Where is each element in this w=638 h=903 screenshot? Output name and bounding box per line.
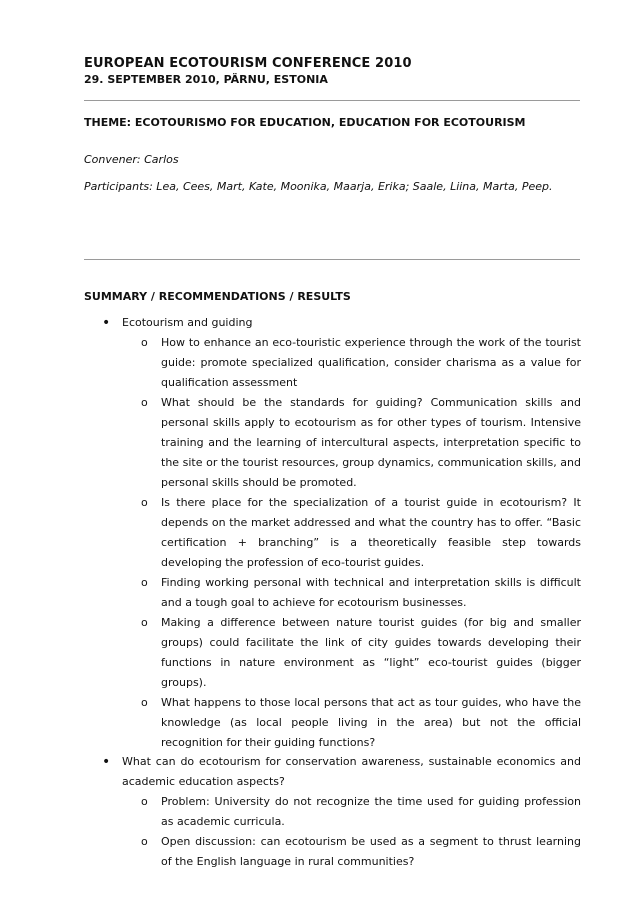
section-title: What can do ecotourism for conservation awareness, sustainable economics and academic education aspects? [122, 755, 581, 788]
sub-item-text: Making a difference between nature tourist guides (for big and smaller groups) could facilitate the link of city guides towards developing their functions in nature environment as “light” eco-tourist guides (bigger groups). [161, 616, 581, 689]
sub-bullet-marker: o [141, 396, 148, 409]
sub-bullet-marker: o [141, 795, 148, 808]
summary-heading: SUMMARY / RECOMMENDATIONS / RESULTS [84, 290, 351, 303]
divider-top [84, 100, 580, 101]
sub-item-text: Finding working personal with technical and interpretation skills is difficult and a tough goal to achieve for ecotourism businesses. [161, 576, 581, 609]
sub-bullet-marker: o [141, 576, 148, 589]
conference-date-location: 29. SEPTEMBER 2010, PÄRNU, ESTONIA [84, 73, 328, 86]
sub-bullet-marker: o [141, 336, 148, 349]
list-item [84, 313, 581, 333]
divider-middle [84, 259, 580, 260]
participants-line: Participants: Lea, Cees, Mart, Kate, Moonika, Maarja, Erika; Saale, Liina, Marta, Peep. [84, 180, 553, 193]
sub-item-text: What happens to those local persons that act as tour guides, who have the knowledge (as local people living in the area) but not the official recognition for their guiding functions? [161, 696, 581, 749]
theme-line: THEME: ECOTOURISMO FOR EDUCATION, EDUCATION FOR ECOTOURISM [84, 116, 526, 129]
sub-bullet-marker: o [141, 616, 148, 629]
section-list-1 [84, 313, 581, 753]
list-item [84, 493, 581, 573]
sub-bullet-marker: o [141, 696, 148, 709]
list-item [84, 832, 581, 872]
bullet-marker: • [102, 315, 111, 331]
sub-item-text: Open discussion: can ecotourism be used as a segment to thrust learning of the English language in rural communities? [161, 835, 581, 868]
sub-item-text: Is there place for the specialization of a tourist guide in ecotourism? It depends on the market addressed and what the country has to offer. “Basic certification + branching” is a theoretically feasible step towards developing the profession of eco-tourist guides. [161, 496, 581, 569]
sub-item-text: What should be the standards for guiding? Communication skills and personal skills apply to ecotourism as for other types of tourism. Intensive training and the learning of intercultural aspects, interpretation specific to the site or the tourist resources, group dynamics, communication skills, and personal skills should be promoted. [161, 396, 581, 489]
list-item [84, 792, 581, 832]
list-item [84, 573, 581, 613]
sub-item-text: How to enhance an eco-touristic experience through the work of the tourist guide: promote specialized qualification, consider charisma as a value for qualification assessment [161, 336, 581, 389]
list-item [84, 333, 581, 393]
conference-title: EUROPEAN ECOTOURISM CONFERENCE 2010 [84, 56, 412, 71]
sub-bullet-marker: o [141, 496, 148, 509]
section-title: Ecotourism and guiding [122, 316, 253, 329]
convener-line: Convener: Carlos [84, 153, 179, 166]
list-item [84, 393, 581, 493]
section-list-2 [84, 752, 581, 872]
sub-item-text: Problem: University do not recognize the time used for guiding profession as academic curricula. [161, 795, 581, 828]
list-item [84, 752, 581, 792]
list-item [84, 613, 581, 693]
bullet-marker: • [102, 754, 111, 770]
list-item [84, 693, 581, 753]
sub-bullet-marker: o [141, 835, 148, 848]
